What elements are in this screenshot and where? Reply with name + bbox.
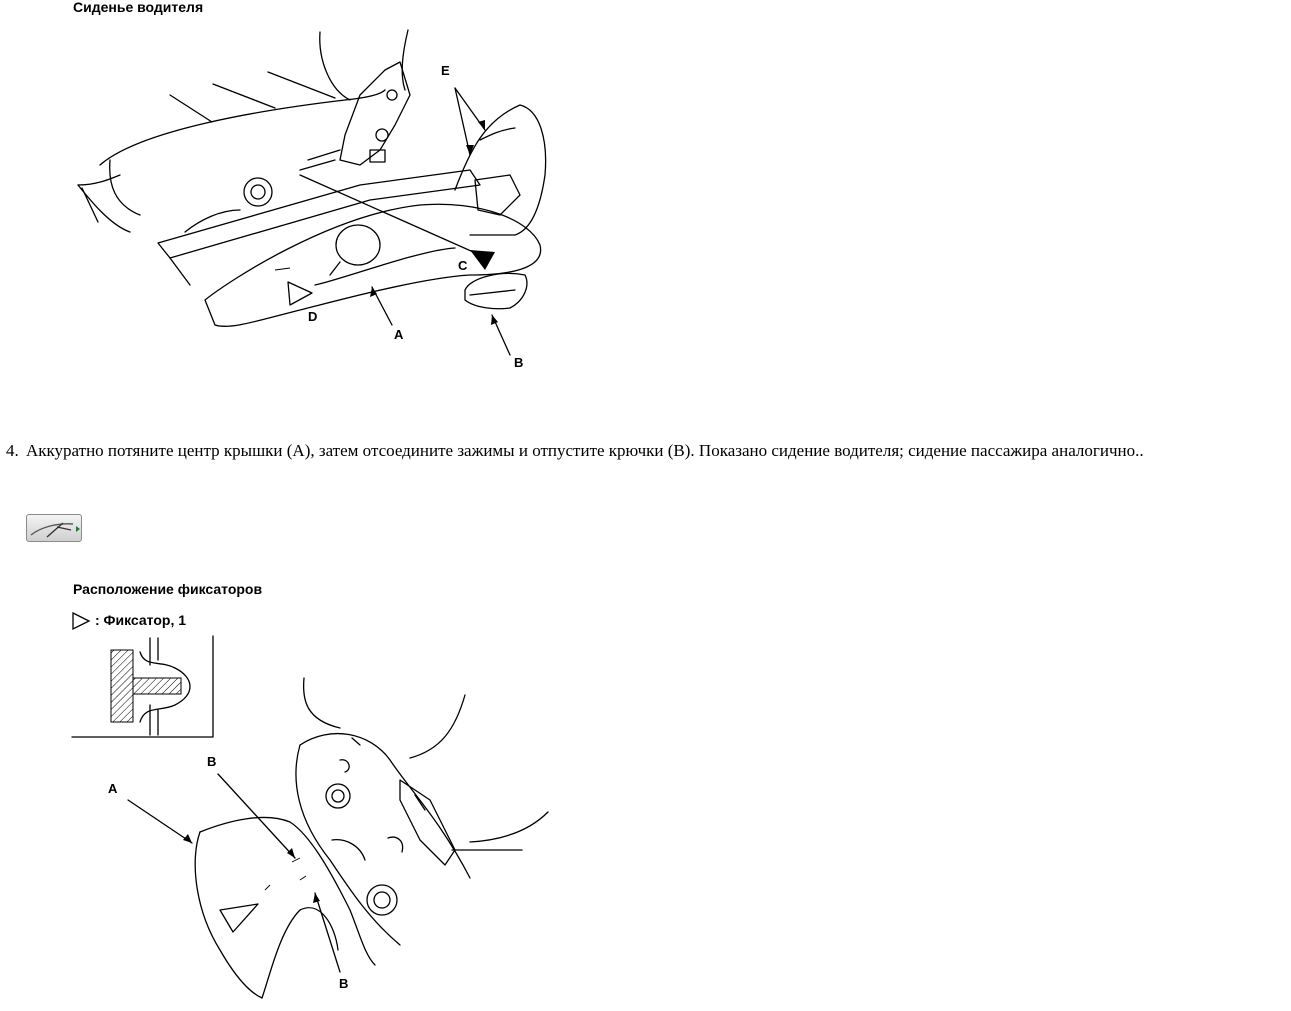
callout-e-fig1: E <box>441 63 450 78</box>
callout-a-fig1: A <box>394 327 404 342</box>
callout-c-fig1: C <box>458 258 468 273</box>
callout-d-fig1: D <box>308 309 318 324</box>
callout-a-fig2: A <box>108 781 118 796</box>
step-number: 4. <box>6 441 19 460</box>
step-text: Аккуратно потяните центр крышки (A), затем отсоедините зажимы и отпустите крючки (B). Показано сидение водителя; сидение пассажира аналогично.. <box>26 441 1144 460</box>
callout-b-fig1: B <box>514 355 524 370</box>
figure1-title: Сиденье водителя <box>73 0 204 15</box>
callout-b-bottom-fig2: B <box>339 976 349 991</box>
figure2-title: Расположение фиксаторов <box>73 581 263 597</box>
callout-b-top-fig2: B <box>207 754 217 769</box>
clip-legend-text: : Фиксатор, 1 <box>95 612 187 628</box>
